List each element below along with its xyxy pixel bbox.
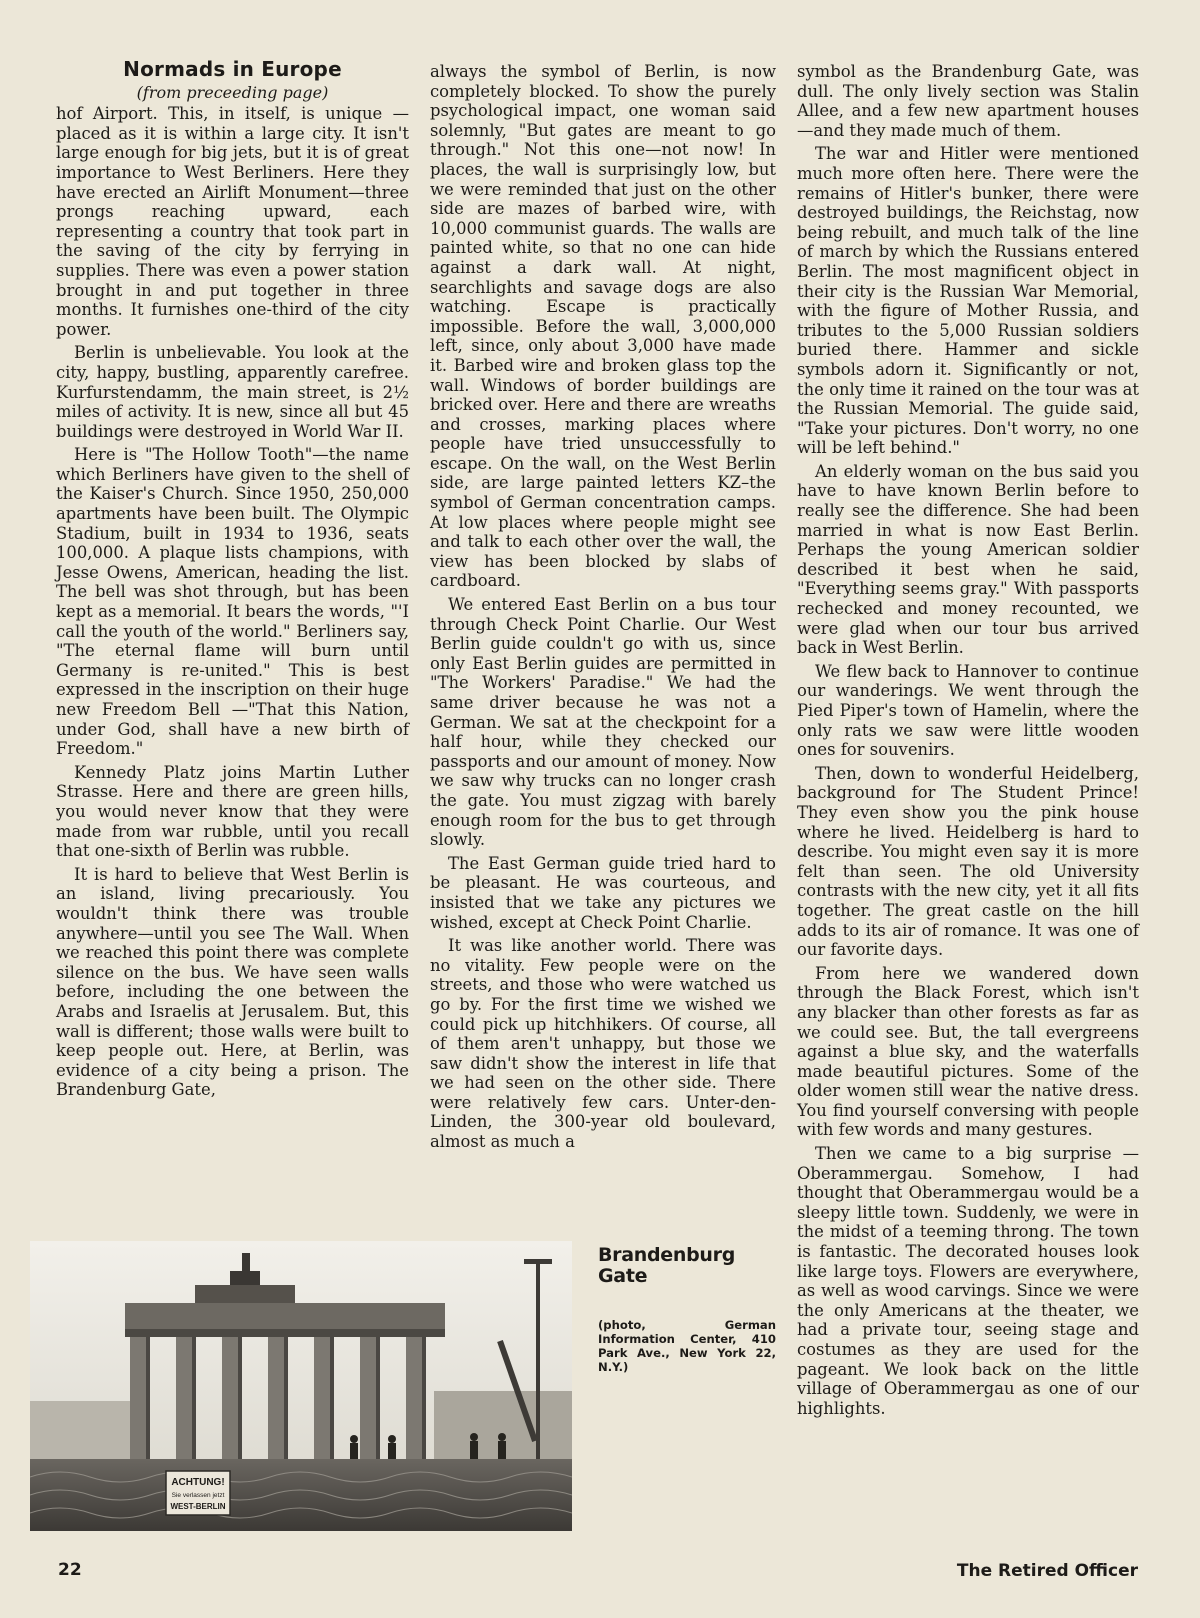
photo-credit: (photo, German Information Center, 410 Park Ave., New York 22, N.Y.) xyxy=(598,1318,776,1374)
paragraph: It is hard to believe that West Berlin is an island, living precariously. You wouldn't think there was trouble anywhere—until you see The Wall. When we reached this point there was complete silence on the bus. We have seen walls before, including the one between the Arabs and Israelis at Jerusalem. But, this wall is different; those walls were built to keep people out. Here, at Berlin, was evidence of a city being a prison. The Brandenburg Gate, xyxy=(56,864,409,1100)
article-column-3 xyxy=(797,62,1139,1422)
paragraph: Then we came to a big surprise —Oberammergau. Somehow, I had thought that Oberammergau would be a sleepy little town. Suddenly, we were in the midst of a teeming throng. The town is fantastic. The decorated houses look like large toys. Flowers are everywhere, as well as wood carvings. Since we were the only Americans at the theater, we had a private tour, seeing stage and costumes as they are used for the pageant. We look back on the little village of Oberammergau as one of our highlights. xyxy=(797,1144,1139,1418)
paragraph: Here is "The Hollow Tooth"—the name which Berliners have given to the shell of the Kaiser's Church. Since 1950, 250,000 apartments have been built. The Olympic Stadium, built in 1934 to 1936, seats 100,000. A plaque lists champions, with Jesse Owens, American, heading the list. The bell was shot through, but has been kept as a memorial. It bears the words, "'I call the youth of the world." Berliners say, "The eternal flame will burn until Germany is re-united." This is best expressed in the inscription on their huge new Freedom Bell —"That this Nation, under God, shall have a new birth of Freedom." xyxy=(56,445,409,759)
paragraph: The East German guide tried hard to be pleasant. He was courteous, and insisted that we take any pictures we wished, except at Check Point Charlie. xyxy=(430,853,776,932)
paragraph: It was like another world. There was no vitality. Few people were on the streets, and those who were watched us go by. For the first time we wished we could pick up hitchhikers. Of course, all of them aren't unhappy, but those we saw didn't show the interest in life that we had seen on the other side. There were relatively few cars. Unter-den-Linden, the 300-year old boulevard, almost as much a xyxy=(430,936,776,1152)
article-column-1 xyxy=(56,57,409,1104)
page-number: 22 xyxy=(58,1560,82,1580)
paragraph: From here we wandered down through the Black Forest, which isn't any blacker than other forests as far as we could see. But, the tall evergreens against a blue sky, and the waterfalls made beautiful pictures. Some of the older women still wear the native dress. You find yourself conversing with people with few words and many gestures. xyxy=(797,963,1139,1140)
paragraph: always the symbol of Berlin, is now completely blocked. To show the purely psychological impact, one woman said solemnly, "But gates are meant to go through." Not this one—not now! In places, the wall is surprisingly low, but we were reminded that just on the other side are mazes of barbed wire, with 10,000 communist guards. The walls are painted white, so that no one can hide against a dark wall. At night, searchlights and savage dogs are also watching. Escape is practically impossible. Before the wall, 3,000,000 left, since, only about 3,000 have made it. Barbed wire and broken glass top the wall. Windows of border buildings are bricked over. Here and there are wreaths and crosses, marking places where people have tried unsuccessfully to escape. On the wall, on the West Berlin side, are large painted letters KZ–the symbol of German concentration camps. At low places where people might see and talk to each other over the wall, the view has been blocked by slabs of cardboard. xyxy=(430,62,776,591)
caption-title-line: Brandenburg xyxy=(598,1244,736,1266)
paragraph: An elderly woman on the bus said you have to have known Berlin before to really see the difference. She had been married in what is now East Berlin. Perhaps the young American soldier described it best when he said, "Everything seems gray." With passports rechecked and money recounted, we were glad when our tour bus arrived back in West Berlin. xyxy=(797,461,1139,658)
paragraph: Then, down to wonderful Heidelberg, background for The Student Prince! They even show you the pink house where he lived. Heidelberg is hard to describe. You might even say it is more felt than seen. The old University contrasts with the new city, yet it all fits together. The great castle on the hill adds to its air of romance. It was one of our favorite days. xyxy=(797,763,1139,960)
paragraph: The war and Hitler were mentioned much more often here. There were the remains of Hitler's bunker, there were destroyed buildings, the Reichstag, now being rebuilt, and much talk of the line of march by which the Russians entered Berlin. The most magnificent object in their city is the Russian War Memorial, with the figure of Mother Russia, and tributes to the 5,000 Russian soldiers buried there. Hammer and sickle symbols adorn it. Significantly or not, the only time it rained on the tour was at the Russian Memorial. The guide said, "Take your pictures. Don't worry, no one will be left behind." xyxy=(797,144,1139,458)
magazine-name: The Retired Officer xyxy=(956,1561,1138,1581)
article-title: Normads in Europe xyxy=(123,57,342,81)
photo-caption-title xyxy=(598,1245,768,1287)
paragraph: We entered East Berlin on a bus tour through Check Point Charlie. Our West Berlin guide couldn't go with us, since only East Berlin guides are permitted in "The Workers' Paradise." We had the same driver because he was not a German. We sat at the checkpoint for a half hour, while they checked our passports and our amount of money. Now we saw why trucks can no longer crash the gate. You must zigzag with barely enough room for the bus to get through slowly. xyxy=(430,595,776,850)
sign-text-line2: Sie verlassen jetzt xyxy=(171,1492,225,1499)
caption-title-line: Gate xyxy=(598,1265,648,1287)
paragraph: Berlin is unbelievable. You look at the city, happy, bustling, apparently carefree. Kurfurstendamm, the main street, is 2½ miles of activity. It is new, since all but 45 buildings were destroyed in World War II. xyxy=(56,343,409,441)
paragraph: We flew back to Hannover to continue our wanderings. We went through the Pied Piper's town of Hamelin, where the only rats we saw were little wooden ones for souvenirs. xyxy=(797,661,1139,760)
paragraph: Kennedy Platz joins Martin Luther Strasse. Here and there are green hills, you would never know that they were made from war rubble, until you recall that one-sixth of Berlin was rubble. xyxy=(56,762,409,861)
article-column-2 xyxy=(430,62,776,1156)
brandenburg-gate-photo xyxy=(30,1241,572,1531)
paragraph: symbol as the Brandenburg Gate, was dull. The only lively section was Stalin Allee, and a few new apartment houses—and they made much of them. xyxy=(797,62,1139,140)
sign-text-achtung: ACHTUNG! xyxy=(171,1477,225,1488)
article-continuation-note: (from preceeding page) xyxy=(136,82,329,102)
paragraph: hof Airport. This, in itself, is unique —placed as it is within a large city. It isn't large enough for big jets, but it is of great importance to West Berliners. Here they have erected an Airlift Monument—three prongs reaching upward, each representing a country that took part in the saving of the city by ferrying in supplies. There was even a power station brought in and put together in three months. It furnishes one-third of the city power. xyxy=(56,104,409,339)
sign-text-west-berlin: WEST-BERLIN xyxy=(170,1502,226,1511)
